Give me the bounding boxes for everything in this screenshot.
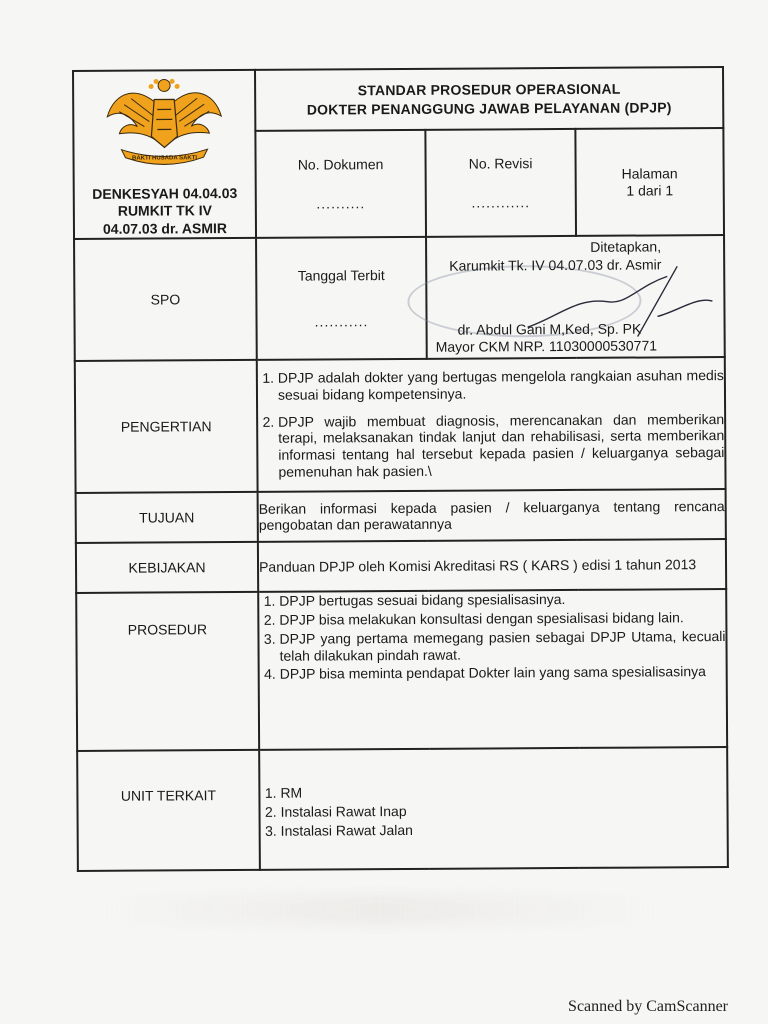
kebijakan-label: KEBIJAKAN bbox=[76, 542, 258, 593]
eagle-emblem-logo bbox=[99, 71, 230, 172]
signer-rank: Mayor CKM NRP. 11030000530771 bbox=[435, 337, 658, 356]
approved-label: Ditetapkan, bbox=[590, 238, 662, 256]
issue-date-cell bbox=[256, 237, 427, 360]
signer-name: dr. Abdul Gani M,Ked, Sp. PK bbox=[457, 320, 642, 338]
doc-number-label: No. Dokumen bbox=[297, 156, 384, 173]
revision-cell bbox=[425, 129, 576, 237]
page-label: Halaman bbox=[621, 165, 678, 182]
revision-value: ............ bbox=[471, 193, 531, 211]
issue-date-value: ........... bbox=[314, 313, 369, 330]
page-cell bbox=[575, 128, 724, 236]
title-line-2: DOKTER PENANGGUNG JAWAB PELAYANAN (DPJP) bbox=[306, 98, 672, 118]
spo-label: SPO bbox=[74, 238, 257, 361]
list-item: 2. DPJP bisa melakukan konsultasi dengan spesialisasi bidang lain. bbox=[279, 609, 725, 629]
unit-terkait-label: UNIT TERKAIT bbox=[77, 750, 260, 871]
list-item: 4. DPJP bisa meminta pendapat Dokter lain yang sama spesialisasinya bbox=[280, 664, 726, 684]
list-item: 2. Instalasi Rawat Inap bbox=[280, 801, 726, 821]
doc-number-value: .......... bbox=[316, 194, 366, 212]
bleed-through-shadow bbox=[100, 895, 660, 925]
org-line-3: 04.07.03 dr. ASMIR bbox=[102, 219, 228, 237]
list-item: 3. DPJP yang pertama memegang pasien sebagai DPJP Utama, kecuali telah dilakukan pindah rawat. bbox=[279, 628, 725, 664]
approved-by-title: Karumkit Tk. IV 04.07.03 dr. Asmir bbox=[449, 256, 662, 274]
list-item: 1. RM bbox=[280, 782, 726, 802]
pengertian-content bbox=[257, 357, 726, 492]
list-item: 1. DPJP adalah dokter yang bertugas mengelola rangkaian asuhan medis sesuai bidang kompetensinya. bbox=[278, 367, 724, 403]
list-item: 2. DPJP wajib membuat diagnosis, merencanakan dan memberikan terapi, melaksanakan tindak lanjut dan rehabilisasi, serta memberikan informasi tentang hal tersebut kepada pasien / keluarganya sebagai pemenuhan hak pasien.\ bbox=[278, 411, 724, 481]
unit-terkait-content bbox=[259, 747, 728, 870]
list-item: 3. Instalasi Rawat Jalan bbox=[281, 820, 727, 840]
pengertian-label: PENGERTIAN bbox=[75, 360, 258, 493]
logo-cell bbox=[73, 70, 256, 239]
revision-label: No. Revisi bbox=[468, 155, 533, 172]
prosedur-label: PROSEDUR bbox=[76, 592, 259, 751]
tujuan-label: TUJUAN bbox=[76, 492, 258, 543]
kebijakan-text: Panduan DPJP oleh Komisi Akreditasi RS ( KARS ) edisi 1 tahun 2013 bbox=[258, 539, 726, 592]
spo-document bbox=[72, 66, 727, 870]
approval-cell bbox=[426, 235, 725, 359]
doc-number-cell bbox=[255, 130, 426, 238]
issue-date-label: Tanggal Terbit bbox=[297, 266, 385, 284]
tujuan-text: Berikan informasi kepada pasien / keluarganya tentang rencana pengobatan dan perawatannya bbox=[258, 489, 726, 542]
scanner-watermark: Scanned by CamScanner bbox=[568, 998, 728, 1015]
prosedur-content bbox=[258, 589, 727, 750]
list-item: 1. DPJP bertugas sesuai bidang spesialisasinya. bbox=[279, 590, 725, 610]
org-line-2: RUMKIT TK IV bbox=[117, 202, 212, 220]
svg-text:BAKTI HUSADA SAKTI: BAKTI HUSADA SAKTI bbox=[131, 155, 198, 162]
spo-table bbox=[72, 66, 729, 872]
organization-name bbox=[75, 185, 255, 239]
title-line-1: STANDAR PROSEDUR OPERASIONAL bbox=[357, 81, 621, 99]
org-line-1: DENKESYAH 04.04.03 bbox=[92, 184, 238, 202]
page-value: 1 dari 1 bbox=[626, 182, 674, 199]
document-title bbox=[255, 67, 723, 131]
